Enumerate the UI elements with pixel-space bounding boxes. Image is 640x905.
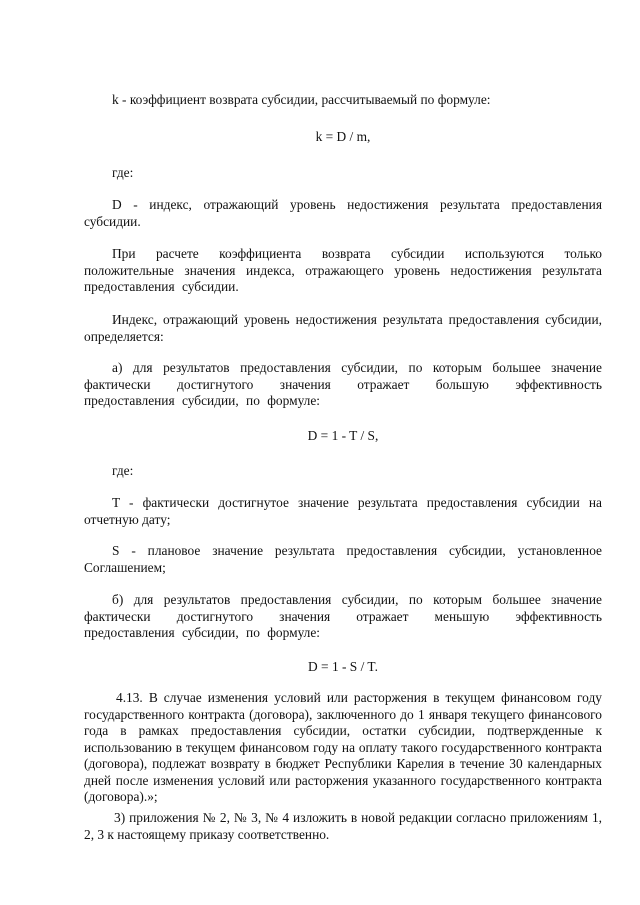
t-definition: T - фактически достигнутое значение результата предоставления субсидии на отчетную дату;	[84, 495, 602, 527]
where-label-1: где:	[112, 165, 134, 180]
where-label-2: где:	[112, 463, 134, 478]
formula-k: k = D / m,	[315, 129, 371, 144]
item-3: 3) приложения № 2, № 3, № 4 изложить в новой редакции согласно приложениям 1, 2, 3 к настоящему приказу соответственно.	[84, 810, 602, 842]
s-definition: S - плановое значение результата предоставления субсидии, установленное Соглашением;	[84, 543, 602, 575]
formula-a: D = 1 - T / S,	[307, 428, 379, 443]
k-definition: k - коэффициент возврата субсидии, рассчитываемый по формуле:	[112, 92, 491, 107]
case-a-text: а) для результатов предоставления субсидии, по которым большее значение фактически достигнутого значения отражает большую эффективность предоставления субсидии, по формуле:	[84, 360, 602, 408]
d-definition: D - индекс, отражающий уровень недостижения результата предоставления субсидии.	[84, 197, 602, 229]
formula-b: D = 1 - S / T.	[308, 659, 378, 674]
case-b-text: б) для результатов предоставления субсидии, по которым большее значение фактически достигнутого значения отражает меньшую эффективность предоставления субсидии, по формуле:	[84, 592, 602, 640]
index-intro: Индекс, отражающий уровень недостижения результата предоставления субсидии, определяется:	[84, 312, 602, 344]
clause-4-13: 4.13. В случае изменения условий или расторжения в текущем финансовом году государственного контракта (договора), заключенного до 1 января текущего финансового года в рамках предоставления субсидии, остатки субсидии, подтвержденные к использованию в текущем финансовом году на оплату такого государственного контракта (договора), подлежат возврату в бюджет Республики Карелия в течение 30 календарных дней после изменения условий или расторжения указанного государственного контракта (договора).»;	[84, 690, 602, 804]
positive-values-note: При расчете коэффициента возврата субсидии используются только положительные значения индекса, отражающего уровень недостижения результата предоставления субсидии.	[84, 246, 602, 294]
